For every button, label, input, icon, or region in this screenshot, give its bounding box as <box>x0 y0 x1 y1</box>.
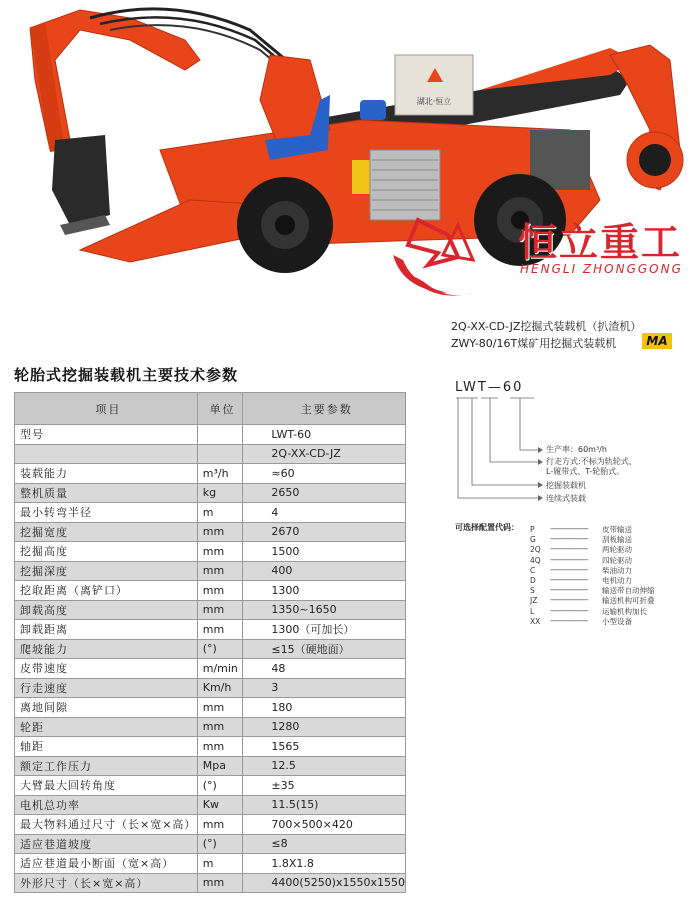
row-value: 12.5 <box>243 756 406 776</box>
code-legend-travel-2: L-履带式、T-轮胎式。 <box>546 467 625 476</box>
table-row <box>15 698 406 718</box>
code-legend-loader: 挖掘装载机 <box>546 481 586 490</box>
config-desc: 两轮驱动 <box>602 545 632 555</box>
config-desc: 输送带自动伸缩 <box>602 586 655 596</box>
config-dash-leader: ---------------------- <box>550 554 588 564</box>
config-desc: 运输机构加长 <box>602 606 647 616</box>
table-row <box>15 834 406 854</box>
row-item: 挖掘高度 <box>15 542 198 562</box>
config-desc: 小型设备 <box>602 616 632 626</box>
row-value: 1300 <box>243 581 406 601</box>
row-item: 大臂最大回转角度 <box>15 776 198 796</box>
config-dash-leader: ---------------------- <box>550 544 588 554</box>
row-item: 适应巷道坡度 <box>15 834 198 854</box>
config-code: G <box>530 535 536 545</box>
config-desc: 皮带输送 <box>602 525 632 534</box>
row-unit: Kw <box>197 795 243 815</box>
row-value: 2650 <box>243 483 406 503</box>
row-item: 卸载高度 <box>15 600 198 620</box>
config-dash-leader: ---------------------- <box>550 585 588 595</box>
row-item: 外形尺寸（长×宽×高） <box>15 873 198 893</box>
row-unit: mm <box>197 581 243 601</box>
row-unit <box>197 444 243 464</box>
row-item: 额定工作压力 <box>15 756 198 776</box>
config-title: 可选择配置代码： <box>455 523 519 532</box>
table-row <box>15 581 406 601</box>
config-desc: 电机动力 <box>602 576 632 585</box>
row-unit: m <box>197 854 243 874</box>
row-value: LWT-60 <box>243 425 406 445</box>
row-value: ≤8 <box>243 834 406 854</box>
row-item: 行走速度 <box>15 678 198 698</box>
table-row <box>15 776 406 796</box>
row-value: 4400(5250)x1550x1550 <box>243 873 406 893</box>
row-item: 离地间隙 <box>15 698 198 718</box>
table-row <box>15 542 406 562</box>
row-value: 400 <box>243 561 406 581</box>
row-item: 卸载距离 <box>15 620 198 640</box>
config-dash-leader: ---------------------- <box>550 524 588 533</box>
row-item: 电机总功率 <box>15 795 198 815</box>
model-line-2: ZWY-80/16T煤矿用挖掘式装载机 <box>451 337 617 350</box>
config-dash-leader: ---------------------- <box>550 575 588 584</box>
row-unit: (°) <box>197 639 243 659</box>
row-value: 1.8X1.8 <box>243 854 406 874</box>
table-row <box>15 464 406 484</box>
row-value: 3 <box>243 678 406 698</box>
config-code: D <box>530 576 536 585</box>
row-unit: mm <box>197 698 243 718</box>
table-row <box>15 795 406 815</box>
row-item: 轮距 <box>15 717 198 737</box>
table-title: 轮胎式挖掘装载机主要技术参数 <box>14 366 239 384</box>
config-code: 4Q <box>530 555 541 565</box>
config-desc: 输送机构可折叠 <box>602 596 655 606</box>
header-value: 主要参数 <box>243 393 406 425</box>
row-item: 爬坡能力 <box>15 639 198 659</box>
row-value: 4 <box>243 503 406 523</box>
table-row <box>15 620 406 640</box>
code-connector-lines <box>448 390 558 505</box>
row-value: 1280 <box>243 717 406 737</box>
config-dash-leader: ---------------------- <box>550 564 588 574</box>
box-label: 湖北·恒立 <box>416 97 452 106</box>
header-unit: 单位 <box>197 393 243 425</box>
row-unit: mm <box>197 561 243 581</box>
header-item: 项目 <box>15 393 198 425</box>
table-row <box>15 503 406 523</box>
row-unit: Mpa <box>197 756 243 776</box>
table-row <box>15 425 406 445</box>
row-unit: mm <box>197 737 243 757</box>
table-row <box>15 815 406 835</box>
row-value: ±35 <box>243 776 406 796</box>
code-model: LWT—60 <box>455 380 524 395</box>
row-item: 挖掘深度 <box>15 561 198 581</box>
brand-logo-icon <box>388 205 528 301</box>
row-item: 适应巷道最小断面（宽×高） <box>15 854 198 874</box>
row-item: 整机质量 <box>15 483 198 503</box>
table-row <box>15 678 406 698</box>
row-value: 48 <box>243 659 406 679</box>
code-legend-capacity: 生产率：60m³/h <box>546 445 607 454</box>
row-unit: (°) <box>197 834 243 854</box>
row-value: 2Q-XX-CD-JZ <box>243 444 406 464</box>
table-row <box>15 854 406 874</box>
row-item: 轴距 <box>15 737 198 757</box>
row-unit: m <box>197 503 243 523</box>
row-item <box>15 444 198 464</box>
row-item: 装载能力 <box>15 464 198 484</box>
row-item: 皮带速度 <box>15 659 198 679</box>
row-unit: kg <box>197 483 243 503</box>
table-row <box>15 659 406 679</box>
table-row <box>15 561 406 581</box>
row-value: 1300（可加长） <box>243 620 406 640</box>
config-code: S <box>530 586 535 596</box>
row-value: ≈60 <box>243 464 406 484</box>
config-dash-leader: ---------------------- <box>550 605 588 615</box>
row-unit: mm <box>197 542 243 562</box>
row-value: 1500 <box>243 542 406 562</box>
row-item: 挖掘宽度 <box>15 522 198 542</box>
table-row <box>15 873 406 893</box>
row-unit: mm <box>197 620 243 640</box>
table-row <box>15 756 406 776</box>
code-legend-travel: 行走方式:不标为轨轮式， <box>546 457 637 466</box>
row-unit: mm <box>197 815 243 835</box>
config-code: JZ <box>530 596 538 606</box>
row-value: 2670 <box>243 522 406 542</box>
row-value: ≤15（硬地面） <box>243 639 406 659</box>
row-unit: Km/h <box>197 678 243 698</box>
config-dash-leader: ---------------------- <box>550 595 588 605</box>
table-row <box>15 600 406 620</box>
brand-english-name: HENGLI ZHONGGONG <box>520 262 683 276</box>
row-unit: mm <box>197 522 243 542</box>
config-dash-leader: ---------------------- <box>550 534 588 544</box>
model-line-1: 2Q-XX-CD-JZ挖掘式装载机（扒渣机） <box>451 320 642 333</box>
ma-badge: MA <box>642 333 672 349</box>
row-item: 最大物料通过尺寸（长×宽×高） <box>15 815 198 835</box>
table-row <box>15 483 406 503</box>
table-row <box>15 522 406 542</box>
config-code: 2Q <box>530 545 541 555</box>
config-code: L <box>530 606 535 616</box>
row-value: 11.5(15) <box>243 795 406 815</box>
row-unit: m³/h <box>197 464 243 484</box>
row-unit: mm <box>197 873 243 893</box>
row-item: 挖取距离（离铲口） <box>15 581 198 601</box>
table-row <box>15 639 406 659</box>
config-desc: 四轮驱动 <box>602 555 632 565</box>
config-desc: 柴油动力 <box>602 565 632 575</box>
row-unit: mm <box>197 717 243 737</box>
row-unit: mm <box>197 600 243 620</box>
row-unit: (°) <box>197 776 243 796</box>
row-value: 1350~1650 <box>243 600 406 620</box>
config-code: XX <box>530 616 541 626</box>
table-row <box>15 717 406 737</box>
row-value: 1565 <box>243 737 406 757</box>
row-unit <box>197 425 243 445</box>
row-value: 180 <box>243 698 406 718</box>
table-row <box>15 444 406 464</box>
row-item: 型号 <box>15 425 198 445</box>
spec-table <box>14 392 406 893</box>
row-value: 700×500×420 <box>243 815 406 835</box>
config-code: P <box>530 525 535 534</box>
brand-name: 恒立重工 <box>518 221 683 266</box>
config-item <box>530 616 632 627</box>
config-dash-leader: ---------------------- <box>550 615 588 625</box>
table-row <box>15 737 406 757</box>
config-code: C <box>530 565 536 575</box>
config-desc: 刮板输送 <box>602 535 632 545</box>
row-item: 最小转弯半径 <box>15 503 198 523</box>
row-unit: m/min <box>197 659 243 679</box>
code-legend-continuous: 连续式装载 <box>546 494 586 503</box>
